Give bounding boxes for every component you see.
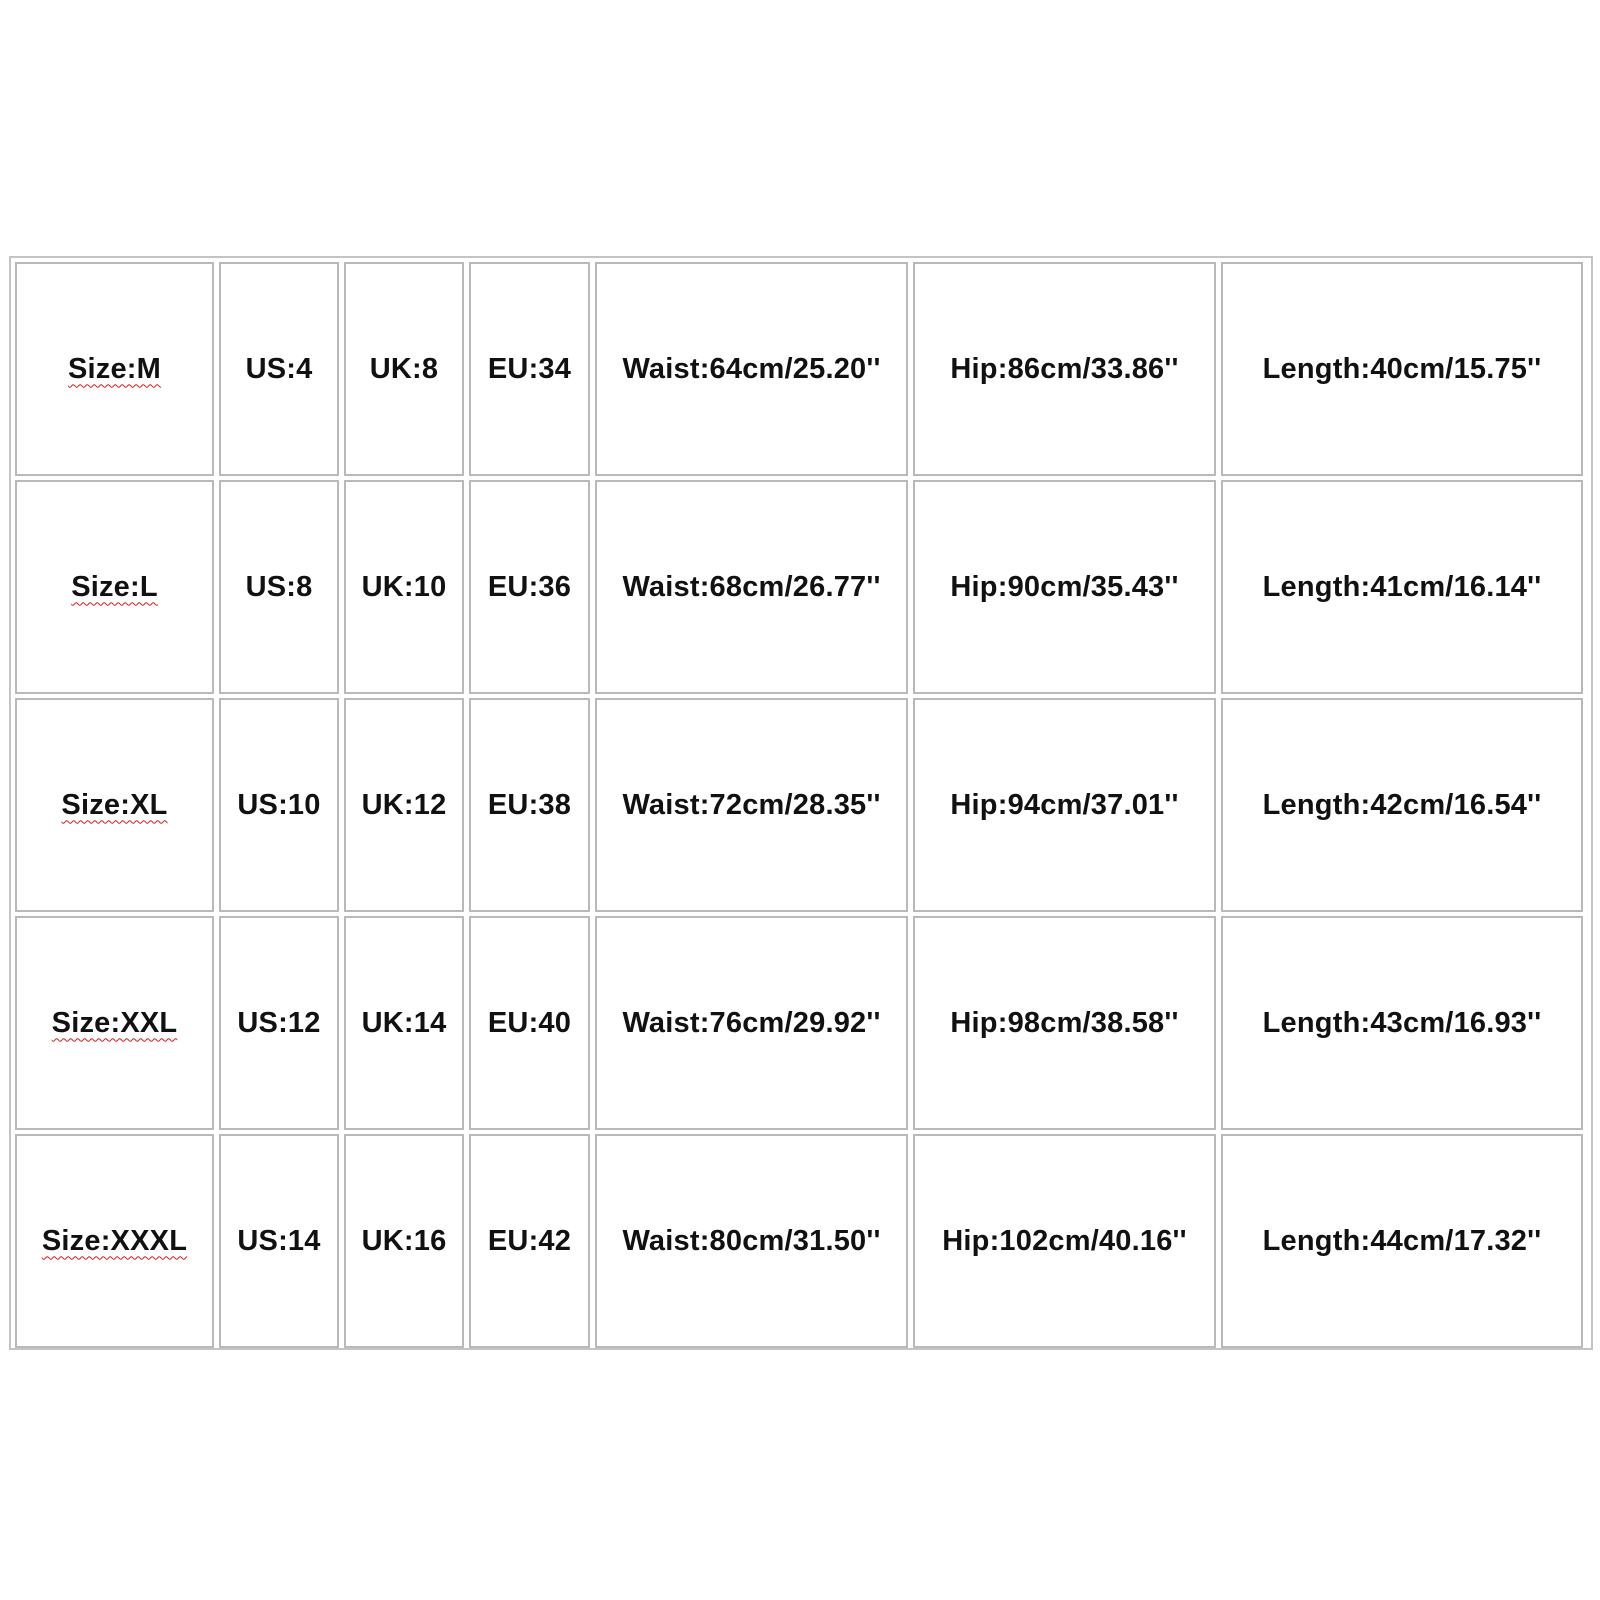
hip-cell: Hip:102cm/40.16''	[913, 1134, 1216, 1348]
length-cell: Length:42cm/16.54''	[1221, 698, 1583, 912]
size-cell	[15, 916, 214, 1130]
hip-cell: Hip:98cm/38.58''	[913, 916, 1216, 1130]
length-cell: Length:43cm/16.93''	[1221, 916, 1583, 1130]
eu-size-cell: EU:42	[469, 1134, 590, 1348]
eu-size-cell: EU:38	[469, 698, 590, 912]
us-size-cell: US:8	[219, 480, 339, 694]
eu-size-cell: EU:40	[469, 916, 590, 1130]
hip-cell: Hip:90cm/35.43''	[913, 480, 1216, 694]
us-size-cell: US:4	[219, 262, 339, 476]
length-cell: Length:40cm/15.75''	[1221, 262, 1583, 476]
waist-cell: Waist:68cm/26.77''	[595, 480, 908, 694]
size-cell	[15, 262, 214, 476]
length-cell: Length:41cm/16.14''	[1221, 480, 1583, 694]
waist-cell: Waist:80cm/31.50''	[595, 1134, 908, 1348]
waist-cell: Waist:76cm/29.92''	[595, 916, 908, 1130]
hip-cell: Hip:86cm/33.86''	[913, 262, 1216, 476]
size-label: Size:L	[71, 570, 158, 603]
size-label: Size:M	[67, 352, 162, 385]
uk-size-cell: UK:14	[344, 916, 464, 1130]
size-label: Size:XL	[61, 788, 168, 821]
us-size-cell: US:10	[219, 698, 339, 912]
size-label: Size:XXL	[51, 1006, 178, 1039]
size-cell	[15, 480, 214, 694]
eu-size-cell: EU:34	[469, 262, 590, 476]
uk-size-cell: UK:8	[344, 262, 464, 476]
uk-size-cell: UK:10	[344, 480, 464, 694]
waist-cell: Waist:72cm/28.35''	[595, 698, 908, 912]
size-cell	[15, 698, 214, 912]
eu-size-cell: EU:36	[469, 480, 590, 694]
size-cell	[15, 1134, 214, 1348]
uk-size-cell: UK:12	[344, 698, 464, 912]
length-cell: Length:44cm/17.32''	[1221, 1134, 1583, 1348]
us-size-cell: US:14	[219, 1134, 339, 1348]
waist-cell: Waist:64cm/25.20''	[595, 262, 908, 476]
size-label: Size:XXXL	[41, 1224, 188, 1257]
hip-cell: Hip:94cm/37.01''	[913, 698, 1216, 912]
size-chart-table	[9, 256, 1593, 1350]
uk-size-cell: UK:16	[344, 1134, 464, 1348]
us-size-cell: US:12	[219, 916, 339, 1130]
